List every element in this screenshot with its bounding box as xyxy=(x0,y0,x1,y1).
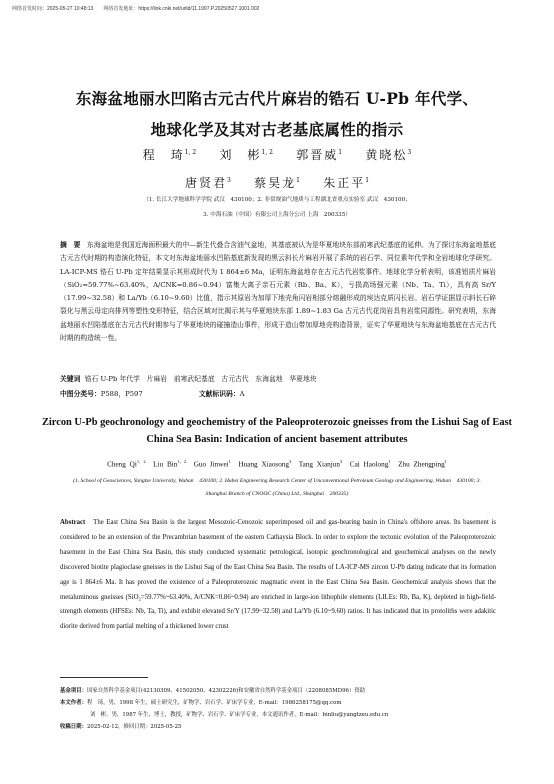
footnote-dates xyxy=(60,722,500,733)
author-affiliation-mark: 1, 2 xyxy=(177,459,187,464)
author-affiliation-mark: 1, 2 xyxy=(261,149,273,156)
author-name: 朱正平 xyxy=(323,176,366,190)
author-affiliation-mark: 1 xyxy=(338,149,343,156)
author-affiliation-mark: 1 xyxy=(365,177,370,184)
author-name: 黄晓松 xyxy=(365,148,408,162)
keywords-label: 关键词 xyxy=(60,375,81,383)
chinese-title-line-2: 地球化学及其对古老基底属性的指示 xyxy=(150,120,404,139)
abstract-label: 摘 要 xyxy=(60,241,81,249)
clc-value: P588，P597 xyxy=(100,390,143,398)
footnote-author-2: 刘 彬，男，1987 年生，博士，教授，矿物学、岩石学、矿床学专业，本文通讯作者，E-mail：binliu@yangtzeu.edu.cn xyxy=(90,712,389,718)
author-affiliation-mark: 1 xyxy=(228,459,231,464)
abstract-text: 东海盆地是我国近海面积最大的中—新生代叠合含油气盆地，其基底被认为是华夏地块东部前寒武纪基底的延伸。为了探讨东海盆地基底古元古代时期的构造演化特征，本文对东海盆地丽水凹陷基底新发现的黑云斜长片麻岩开展了系统的岩石学、同位素年代学和全岩地球化学研究。LA-ICP-MS 锆石 U-Pb 定年结果显示其形成时代为 1 864±6 Ma，证明东海盆地存在古元古代岩浆事件。地球化学分析表明，该准铝质片麻岩（SiO₂=59.77%~63.40%，A/CNK=0.86~0.94）富集大离子亲石元素（Rb、Ba、K），亏损高场强元素（Nb、Ta、Ti），具有高 Sr/Y（17.99~32.58）和 La/Yb（6.10~9.60）比值，指示其原岩为加厚下地壳角闪岩相部分熔融形成的埃达克质闪长岩。岩石学证据显示斜长石碎裂化与黑云母定向排列等塑性变形特征，结合区域对比揭示其与华夏地块东部 1.89~1.83 Ga 古元古代花岗岩具有岩浆同源性。研究表明，东海盆地丽水凹陷基底在古元古代时期参与了华夏地块的碰撞造山事件，形成于造山带加厚地壳构造背景，证实了华夏地块与东海盆地基底在古元古代时期的构造统一性。 xyxy=(60,241,497,343)
footnote-author-1 xyxy=(60,698,500,709)
funding-text: 国家自然科学基金项目(42130309、41502050、42302226)和安徽省自然科学基金项目（2208085MD96）资助 xyxy=(86,688,366,694)
author-name: 唐贤君 xyxy=(184,176,227,190)
chinese-authors-row-2 xyxy=(0,174,554,191)
english-affiliations: (1. School of Geosciences, Yangtze University, Wuhan 430100; 2. Hubei Engineering Research Center of Unconventional Petroleum Geology and Engineering, Wuhan 430100; 3. Shanghai Branch of CNOOC (China) Ltd., Shanghai 200335) xyxy=(73,478,481,497)
funding-label: 基金项目： xyxy=(60,688,87,694)
classification-info xyxy=(60,388,496,398)
footnote-funding xyxy=(60,686,500,697)
footnote-divider xyxy=(60,677,148,678)
chinese-authors-row-1 xyxy=(0,146,554,163)
online-publication-header: 网络首发时间：2025-05-27 10:48:13 网络首发地址：https://link.cnki.net/urlid/11.1997.P.20250527.1001.002 xyxy=(12,6,260,12)
doc-code-value: A xyxy=(239,390,245,398)
author-name: 蔡昊龙 xyxy=(254,176,297,190)
chinese-keywords xyxy=(60,373,496,383)
author-name: Cheng Qi xyxy=(107,460,137,469)
english-abstract xyxy=(60,516,496,635)
received-date-text: 2025-02-12，修回日期：2025-05-25 xyxy=(86,724,182,730)
author-affiliation-mark: 3 xyxy=(339,459,343,464)
author-affiliation-mark: 1 xyxy=(296,177,300,184)
chinese-title-line-1: 东海盆地丽水凹陷古元古代片麻岩的锆石 U-Pb 年代学、 xyxy=(75,89,479,108)
author-affiliation-mark: 1 xyxy=(388,459,391,464)
author-affiliation-mark: 3 xyxy=(407,149,412,156)
abstract-text: The East China Sea Basin is the largest Mesozoic-Cenozoic superimposed oil and gas-bearing basin in China's offshore areas. Its basement is considered to be an extension of the Precambrian basement of the eastern Cathaysia Block. In order to explore the tectonic evolution of the Paleoproterozoic basement in the East China Sea Basin, this study conducted systematic petrological, isotopic geochronological and geochemical analyses on the newly discovered biotite plagioclase gneisses in the Lishui Sag of the East China Sea Basin. The results of LA-ICP-MS zircon U-Pb dating indicate that its formation age is 1 864±6 Ma. It has proved the existence of a Paleoproterozoic magmatic event in the East China Sea Basin. Geochemical analysis shows that the metaluminous gneisses (SiO₂=59.77%~63.40%, A/CNK=0.86~0.94) are enriched in large-ion lithophile elements (LILEs: Rb, Ba, K), depleted in high-field-strength elements (HFSEs: Nb, Ta, Ti), and exhibit elevated Sr/Y (17.99~32.58) and La/Yb (6.10~9.60) ratios. It has indicated that its protoliths were adakitic diorite derived from partial melting of a thickened lower crust xyxy=(60,519,496,631)
author-name: Liu Bin xyxy=(153,460,178,469)
received-date-label: 收稿日期： xyxy=(60,724,87,730)
author-name: 程 琦 xyxy=(142,148,185,162)
english-authors xyxy=(0,459,554,468)
keywords-text: 锆石 U-Pb 年代学 片麻岩 前寒武纪基底 古元古代 东海盆地 华夏地块 xyxy=(84,375,317,383)
author-name: Zhu Zhengping xyxy=(398,460,445,469)
english-title: Zircon U-Pb geochronology and geochemistry of the Paleoproterozoic gneisses from the Lishui Sag of East China Sea Basin: Indication of ancient basement attributes xyxy=(41,417,513,445)
author-name: Guo Jinwei xyxy=(193,460,229,469)
author-name: Huang Xiaosong xyxy=(238,460,289,469)
clc-label: 中图分类号： xyxy=(60,390,101,398)
author-name: Tang Xianjun xyxy=(298,460,340,469)
author-name: Cai Haolong xyxy=(349,460,389,469)
author-affiliation-mark: 3 xyxy=(226,177,231,184)
author-affiliation-mark: 3 xyxy=(289,459,292,464)
chinese-affiliation-line-1: （1. 长江大学地球科学学院 武汉 430100；2. 非常规油气地质与工程湖北省重点实验室 武汉 430100； xyxy=(143,197,411,203)
abstract-label: Abstract xyxy=(60,519,86,526)
author-info-label: 本文作者： xyxy=(60,700,87,706)
author-affiliation-mark: 1, 2 xyxy=(136,459,146,464)
author-name: 刘 彬 xyxy=(219,148,262,162)
author-affiliation-mark: 1, 2 xyxy=(184,149,197,156)
author-name: 郭晋威 xyxy=(296,148,339,162)
chinese-affiliation-line-2: 3. 中海石油（中国）有限公司上海分公司 上海 200335） xyxy=(203,212,351,218)
author-info-text: 程 琦，男，1998 年生，硕士研究生，矿物学、岩石学、矿床学专业，E-mail：1986258175@qq.com xyxy=(86,700,342,706)
chinese-abstract xyxy=(60,239,496,345)
author-affiliation-mark: 1 xyxy=(444,459,447,464)
doc-code-label: 文献标识码： xyxy=(198,390,240,398)
